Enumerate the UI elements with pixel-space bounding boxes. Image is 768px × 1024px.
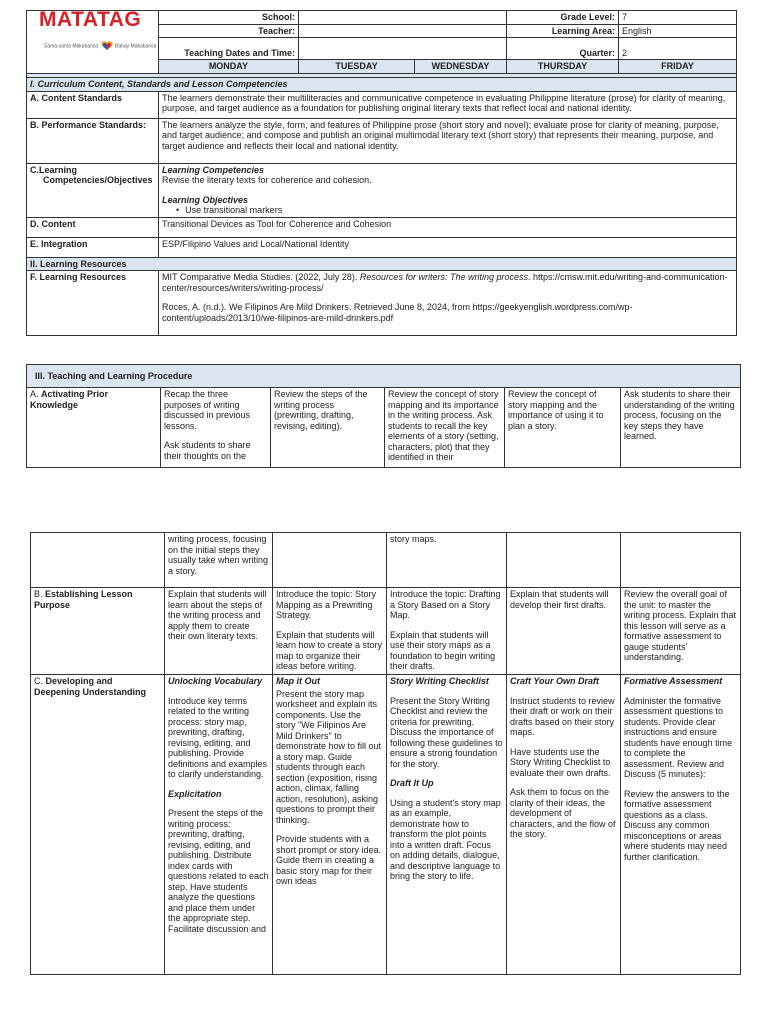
dates-label: Teaching Dates and Time:: [159, 38, 299, 60]
day-friday: FRIDAY: [619, 60, 737, 74]
performance-label: B. Performance Standards:: [27, 118, 159, 163]
header-table: [26, 10, 737, 85]
competencies-text: Revise the literary texts for coherence and cohesion.: [162, 175, 372, 185]
continued-tuesday: [273, 533, 387, 588]
activating-label: A. Activating Prior Knowledge: [27, 388, 161, 468]
purpose-wednesday: Introduce the topic: Drafting a Story Based on a Story Map. Explain that students will use their story maps as a foundation to begin writing their drafts.: [387, 588, 507, 675]
developing-label: C. Developing and Deepening Understanding: [31, 675, 165, 975]
quarter-value: 2: [619, 38, 737, 60]
grade-label: Grade Level:: [507, 11, 619, 25]
activating-thursday: Review the concept of story mapping and the importance of using it to plan a story.: [505, 388, 621, 468]
procedure-table: [26, 364, 741, 468]
activating-wednesday: Review the concept of story mapping and its importance in the writing process. Ask students to recall the key elements of a story (setting, characters, plot) that they identified in their: [385, 388, 505, 468]
logo-tagline: Sama-sama Makabansa Bahay Makabansa: [44, 41, 156, 52]
activating-monday: Recap the three purposes of writing discussed in previous lessons. Ask students to share their thoughts on the: [161, 388, 271, 468]
content-standards-label: A. Content Standards: [27, 91, 159, 118]
reference-1: MIT Comparative Media Studies. (2022, July 28). Resources for writers: The writing process. https://cmsw.mit.edu/writing-and-communication-center/resources/writers/writing-process/: [162, 272, 728, 293]
reference-2: Roces, A. (n.d.). We Filipinos Are Mild Drinkers. Retrieved June 8, 2024, from https://geekyenglish.wordpress.com/wp-content/uploads/2013/10/we-filipinos-are-mild-drinkers.pdf: [162, 302, 633, 323]
day-monday: MONDAY: [159, 60, 299, 74]
quarter-label: Quarter:: [507, 38, 619, 60]
developing-wednesday: Story Writing Checklist Present the Story Writing Checklist and review the criteria for prewriting. Discuss the importance of following these guidelines to ensure a strong foundation for the story. Draft It Up Using a student's story map as an example, demonstrate how to transform the plot points into a written draft. Focus on adding details, dialogue, and descriptive language to bring the story to life.: [387, 675, 507, 975]
competencies-heading: Learning Competencies: [162, 164, 265, 175]
section3-title: III. Teaching and Learning Procedure: [27, 365, 741, 388]
purpose-friday: Review the overall goal of the unit: to master the writing process. Explain that this lesson will serve as a formative assessment to gauge students' understanding.: [621, 588, 741, 675]
continued-label: [31, 533, 165, 588]
section1-title: I. Curriculum Content, Standards and Lesson Competencies: [27, 78, 737, 92]
heart-logo-icon: [100, 41, 114, 51]
dates-value: [299, 38, 507, 60]
developing-monday: Unlocking Vocabulary Introduce key terms related to the writing process: story map, prewriting, drafting, revising, editing, and publishing. Provide definitions and examples to clarify understanding. Explicitation Present the steps of the writing process: prewriting, drafting, revising, editing, and publishing. Distribute index cards with questions related to each step. Have students analyze the questions and place them under the appropriate step. Facilitate discussion and: [165, 675, 273, 975]
day-thursday: THURSDAY: [507, 60, 619, 74]
continued-wednesday: story maps.: [387, 533, 507, 588]
developing-friday: Formative Assessment Administer the formative assessment questions to students. Provide clear instructions and ensure students have enough time to complete the assessment. Review and Discuss (5 minutes): Review the answers to the formative assessment questions as a class. Discuss any common misconceptions or areas where students may need further clarification.: [621, 675, 741, 975]
area-label: Learning Area:: [507, 24, 619, 38]
developing-thursday: Craft Your Own Draft Instruct students to review their draft or work on their drafts based on their story maps. Have students use the Story Writing Checklist to evaluate their own drafts. Ask them to focus on the clarity of their ideas, the development of characters, and the flow of the story.: [507, 675, 621, 975]
day-wednesday: WEDNESDAY: [415, 60, 507, 74]
logo: [27, 11, 158, 55]
school-label: School:: [159, 11, 299, 25]
school-value: [299, 11, 507, 25]
procedure-table-continued: [30, 532, 741, 975]
continued-thursday: [507, 533, 621, 588]
teacher-value: [299, 24, 507, 38]
purpose-monday: Explain that students will learn about the steps of the writing process and apply them to create their own literary texts.: [165, 588, 273, 675]
content-label: D. Content: [27, 217, 159, 237]
competencies-cell: [159, 163, 737, 217]
activating-friday: Ask students to share their understanding of the writing process, focusing on the key steps they have learned.: [621, 388, 741, 468]
content-standards-text: The learners demonstrate their multiliteracies and communicative competence in evaluating Philippine literature (prose) for clarity of meaning, purpose, and target audience as a foundation for publishing original literary texts that reflect local and national identity.: [159, 91, 737, 118]
teacher-label: Teacher:: [159, 24, 299, 38]
section2-title: II. Learning Resources: [27, 257, 737, 271]
integration-text: ESP/Filipino Values and Local/National Identity: [159, 237, 737, 257]
resources-label: F. Learning Resources: [27, 271, 159, 336]
continued-friday: [621, 533, 741, 588]
activating-tuesday: Review the steps of the writing process (prewriting, drafting, revising, editing).: [271, 388, 385, 468]
purpose-label: B. Establishing Lesson Purpose: [31, 588, 165, 675]
competencies-label: C.Learning Competencies/Objectives: [27, 163, 159, 217]
resources-cell: [159, 271, 737, 336]
continued-monday: writing process, focusing on the initial steps they usually take when writing a story.: [165, 533, 273, 588]
content-text: Transitional Devices as Tool for Coherence and Cohesion: [159, 217, 737, 237]
logo-text: MATATAG: [39, 10, 142, 31]
objective-item: • Use transitional markers: [162, 205, 733, 216]
developing-tuesday: Map it Out Present the story map worksheet and explain its components. Use the story "We Filipinos Are Mild Drinkers" to demonstrate how to fill out a story map. Guide students through each section (exposition, rising action, climax, falling action, resolution), asking questions to prompt their thinking. Provide students with a short prompt or story idea. Guide them in creating a basic story map for their own ideas: [273, 675, 387, 975]
grade-value: 7: [619, 11, 737, 25]
purpose-tuesday: Introduce the topic: Story Mapping as a Prewriting Strategy. Explain that students will learn how to create a story map to organize their ideas before writing.: [273, 588, 387, 675]
purpose-thursday: Explain that students will develop their first drafts.: [507, 588, 621, 675]
day-tuesday: TUESDAY: [299, 60, 415, 74]
logo-cell: [27, 11, 159, 74]
integration-label: E. Integration: [27, 237, 159, 257]
curriculum-table: [26, 77, 737, 336]
performance-text: The learners analyze the style, form, and features of Philippine prose (short story and novel); evaluate prose for clarity of meaning, purpose, and target audience; and compose and publish an original multimodal literary text (short story) that represents their meaning, purpose, and target audience and reflects their local and national identity.: [159, 118, 737, 163]
objectives-heading: Learning Objectives: [162, 194, 249, 205]
area-value: English: [619, 24, 737, 38]
